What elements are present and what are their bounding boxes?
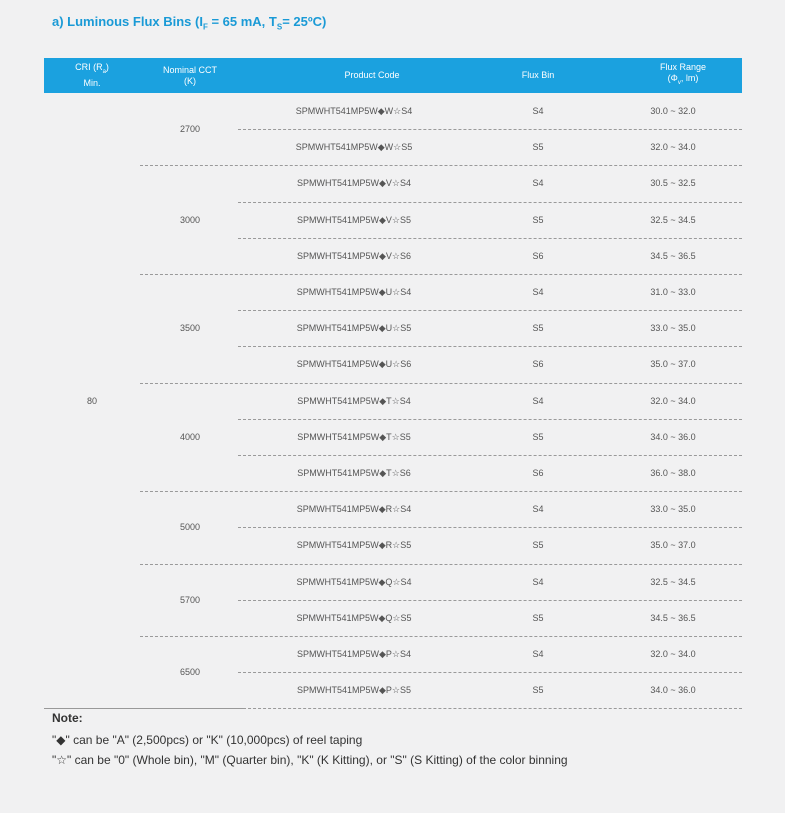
table-row <box>238 238 742 274</box>
flux-range-cell: 32.0 ~ 34.0 <box>650 649 696 659</box>
product-code-cell: SPMWHT541MP5W◆T☆S5 <box>297 431 411 442</box>
table-row <box>238 202 742 238</box>
flux-range-cell: 30.5 ~ 32.5 <box>650 178 696 189</box>
header-flux-bin: Flux Bin <box>521 70 555 80</box>
cct-group-label: 2700 <box>179 124 201 135</box>
row-divider <box>238 238 742 239</box>
flux-bin-cell: S6 <box>532 359 544 370</box>
header-product-code: Product Code <box>344 70 400 80</box>
row-divider <box>238 129 742 130</box>
row-divider <box>238 455 742 456</box>
product-code-cell: SPMWHT541MP5W◆V☆S5 <box>296 214 411 225</box>
table-row <box>238 527 742 563</box>
flux-bin-cell: S5 <box>532 142 544 153</box>
table-header <box>44 58 742 93</box>
flux-bin-cell: S4 <box>532 178 544 189</box>
flux-bin-cell: S4 <box>532 287 544 297</box>
product-code-cell: SPMWHT541MP5W◆Q☆S4 <box>296 576 412 587</box>
flux-bin-cell: S4 <box>532 504 544 515</box>
table-bottom-line <box>44 708 244 709</box>
table-row <box>238 455 742 491</box>
flux-bin-cell: S6 <box>532 250 544 261</box>
flux-bin-cell: S5 <box>532 323 544 334</box>
cri-value: 80 <box>86 396 97 406</box>
cct-group-label: 3500 <box>179 323 201 334</box>
row-divider <box>238 346 742 347</box>
cct-group-label: 5000 <box>179 522 201 533</box>
cct-group-label: 5700 <box>179 594 201 605</box>
cct-group-label: 6500 <box>179 667 201 678</box>
flux-bin-cell: S5 <box>532 431 544 442</box>
table-row <box>238 129 742 165</box>
product-code-cell: SPMWHT541MP5W◆P☆S4 <box>296 649 411 659</box>
row-divider <box>140 564 742 565</box>
note-line-1: "◆" can be "A" (2,500pcs) or "K" (10,000pcs) of reel taping <box>52 733 363 747</box>
header-cri: CRI $(R_a)$ Min. <box>75 62 109 88</box>
table-row <box>238 93 742 129</box>
flux-range-cell: 32.0 ~ 34.0 <box>650 395 696 406</box>
product-code-cell: SPMWHT541MP5W◆W☆S4 <box>295 106 413 116</box>
table-row <box>238 165 742 201</box>
table-row <box>238 672 742 708</box>
product-code-cell: SPMWHT541MP5W◆U☆S5 <box>296 323 412 334</box>
product-code-cell: SPMWHT541MP5W◆U☆S4 <box>296 287 412 297</box>
flux-range-cell: 32.0 ~ 34.0 <box>650 142 696 153</box>
table-row <box>238 310 742 346</box>
row-divider <box>238 527 742 528</box>
flux-bin-cell: S4 <box>532 649 544 659</box>
flux-range-cell: 35.0 ~ 37.0 <box>650 359 696 370</box>
flux-bin-cell: S5 <box>532 540 544 551</box>
table-row <box>238 274 742 310</box>
product-code-cell: SPMWHT541MP5W◆P☆S5 <box>296 685 411 696</box>
product-code-cell: SPMWHT541MP5W◆V☆S6 <box>296 250 411 261</box>
row-divider <box>238 708 742 709</box>
flux-range-cell: 33.0 ~ 35.0 <box>650 323 696 334</box>
header-flux-range: Flux Range ($\Phi_v$, lm) <box>659 62 707 86</box>
row-divider <box>140 636 742 637</box>
flux-range-cell: 34.5 ~ 36.5 <box>650 612 696 623</box>
row-divider <box>238 310 742 311</box>
row-divider <box>238 600 742 601</box>
row-divider <box>140 274 742 275</box>
cct-group-label: 3000 <box>179 214 201 225</box>
product-code-cell: SPMWHT541MP5W◆U☆S6 <box>296 359 412 370</box>
row-divider <box>140 383 742 384</box>
flux-bin-cell: S5 <box>532 612 544 623</box>
flux-range-cell: 31.0 ~ 33.0 <box>650 287 696 297</box>
table-row <box>238 491 742 527</box>
row-divider <box>140 165 742 166</box>
flux-range-cell: 33.0 ~ 35.0 <box>650 504 696 515</box>
table-row <box>238 383 742 419</box>
row-divider <box>140 491 742 492</box>
flux-bin-cell: S4 <box>532 395 544 406</box>
table-row <box>238 600 742 636</box>
notes <box>52 711 568 773</box>
flux-range-cell: 36.0 ~ 38.0 <box>650 468 696 478</box>
table-row <box>238 636 742 672</box>
flux-range-cell: 32.5 ~ 34.5 <box>650 214 696 225</box>
notes-title: Note: <box>52 711 83 725</box>
table-row <box>238 564 742 600</box>
flux-range-cell: 34.0 ~ 36.0 <box>650 431 696 442</box>
product-code-cell: SPMWHT541MP5W◆V☆S4 <box>296 178 411 189</box>
product-code-cell: SPMWHT541MP5W◆R☆S4 <box>296 504 412 515</box>
cct-group-label: 4000 <box>179 431 201 442</box>
flux-bin-cell: S5 <box>532 685 544 696</box>
flux-bin-cell: S4 <box>532 106 544 116</box>
product-code-cell: SPMWHT541MP5W◆T☆S4 <box>297 395 411 406</box>
flux-range-cell: 34.5 ~ 36.5 <box>650 250 696 261</box>
flux-bin-cell: S6 <box>532 468 544 478</box>
note-line-2: "☆" can be "0" (Whole bin), "M" (Quarter bin), "K" (K Kitting), or "S" (S Kitting) of the color binning <box>52 753 568 767</box>
row-divider <box>238 419 742 420</box>
product-code-cell: SPMWHT541MP5W◆T☆S6 <box>297 468 411 478</box>
section-title: a) Luminous Flux Bins ($I_F = 65$ mA, $T_S=$ 25ºC) <box>52 14 327 32</box>
row-divider <box>238 672 742 673</box>
flux-bin-cell: S5 <box>532 214 544 225</box>
table-row <box>238 419 742 455</box>
flux-range-cell: 30.0 ~ 32.0 <box>650 106 696 116</box>
flux-range-cell: 34.0 ~ 36.0 <box>650 685 696 696</box>
product-code-cell: SPMWHT541MP5W◆W☆S5 <box>295 142 413 153</box>
product-code-cell: SPMWHT541MP5W◆R☆S5 <box>296 540 412 551</box>
flux-range-cell: 32.5 ~ 34.5 <box>650 576 696 587</box>
product-code-cell: SPMWHT541MP5W◆Q☆S5 <box>296 612 412 623</box>
header-cct: Nominal CCT (K) <box>162 64 217 86</box>
row-divider <box>238 202 742 203</box>
flux-bin-cell: S4 <box>532 576 544 587</box>
flux-range-cell: 35.0 ~ 37.0 <box>650 540 696 551</box>
table-row <box>238 346 742 382</box>
